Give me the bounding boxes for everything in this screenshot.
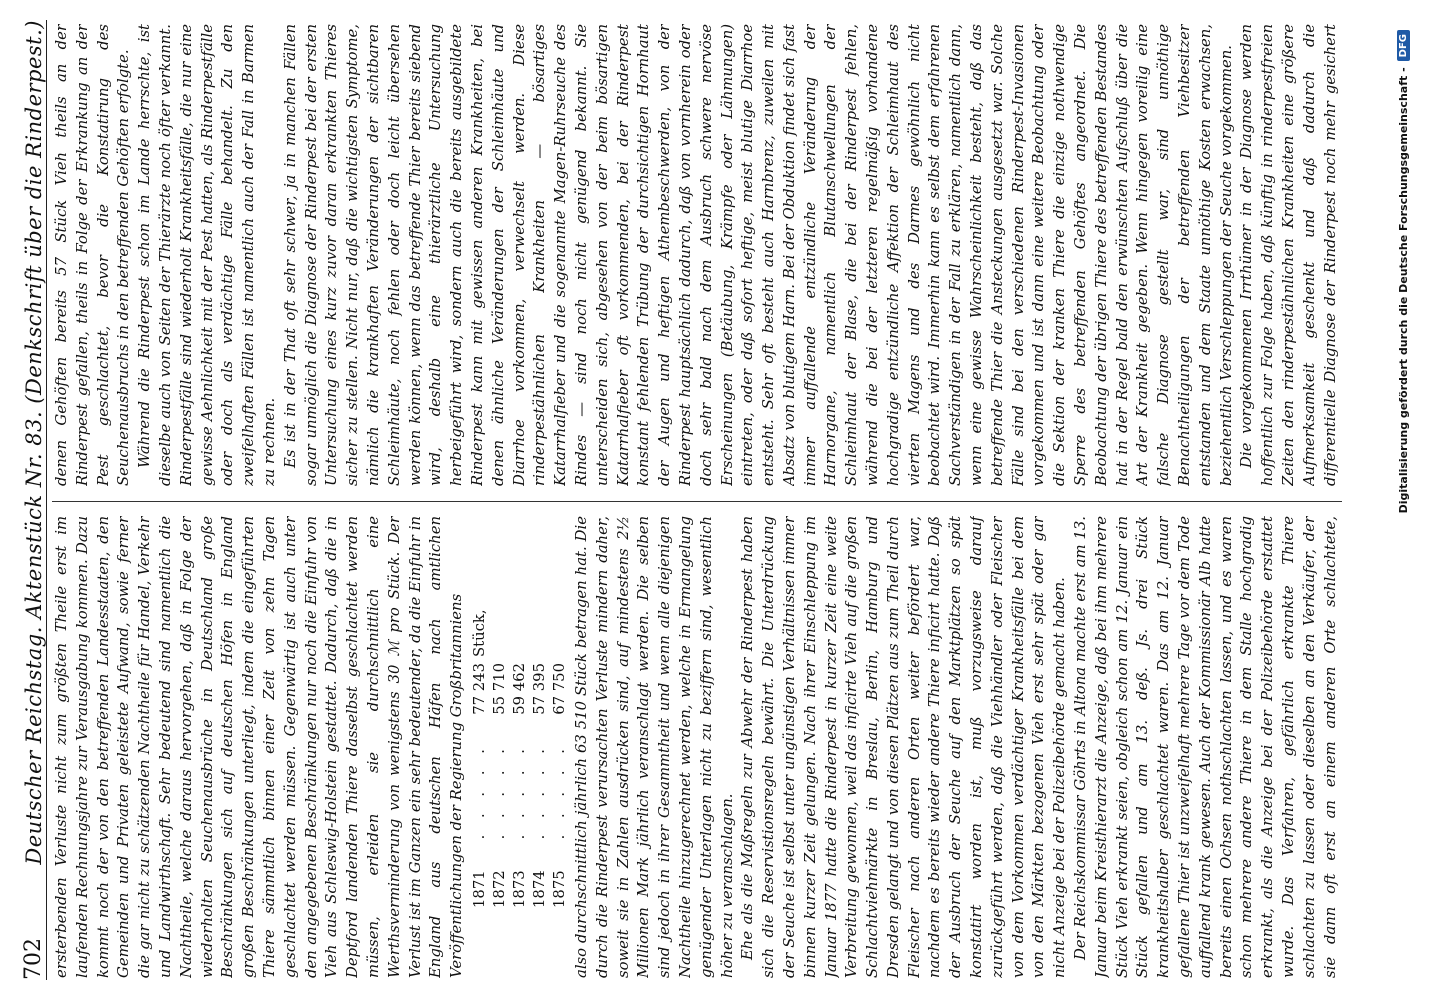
stats-unit: Stück, — [470, 609, 488, 658]
left-paragraph-3: Ehe als die Maßregeln zur Abwehr der Rinderpest haben sich die Reservistionsregeln bewährt. Die Unterdrückung der Seuche ist selbst unter ungünstigen Verhältnissen immer binnen kurzer Zeit gelungen. Nach ihrer Einschleppung im Januar 1877 hatte die Rinderpest in kurzer Zeit eine weite Verbreitung gewonnen, weil das inficirte Vieh auf die großen Schlachtviehmärkte in Breslau, Berlin, Hamburg und Dresden gelangt und von diesen Plätzen aus zum Theil durch Fleischer nach anderen Orten weiter befördert war, nachdem es bereits wieder andere Thiere inficirt hatte. Daß der Ausbruch der Seuche auf den Marktplätzen so spät konstatirt worden ist, muß vorzugsweise darauf zurückgeführt werden, daß die Viehhändler oder Fleischer von dem Vorkommen verdächtiger Krankheitsfälle bei dem von den Märkten bezogenen Vieh erst sehr spät oder gar nicht Anzeige bei der Polizeibehörde gemacht haben. — [739, 516, 1069, 978]
right-paragraph-4: Die vorgekommenen Irrthümer in der Diagnose werden hoffentlich zur Folge haben, daß künftig in rinderpestfreien Zeiten den rinderpestähnlichen Krankheiten eine größere Aufmerksamkeit geschenkt und daß dadurch die differentielle Diagnose der Rinderpest noch mehr gesichert — [1238, 24, 1339, 486]
stats-value: 77 243 — [470, 663, 488, 715]
stats-unit — [530, 608, 550, 663]
stats-row: 1875 . . . . . 67 750 — [550, 608, 570, 908]
stats-row: 1873 . . . . . 59 462 — [510, 608, 530, 908]
page-header — [6, 20, 47, 980]
right-paragraph-1: denen Gehöften bereits 57 Stück Vieh theils an der Rinderpest gefallen, theils in Folge der Erkrankung an der Pest geschlachtet, bevor die Konstatirung des Seuchenausbruchs in den betreffenden Gehöften erfolgte. — [53, 24, 133, 486]
stats-row: 1872 . . . . . 55 710 — [490, 608, 510, 908]
stats-value: 67 750 — [550, 663, 568, 715]
stats-row: 1874 . . . . . 57 395 — [530, 608, 550, 908]
stats-year: 1872 — [490, 870, 508, 908]
stats-unit — [510, 608, 530, 663]
stats-unit — [550, 608, 570, 663]
right-column — [52, 24, 1342, 486]
stats-row: 1871 . . . . . 77 243 Stück, — [470, 609, 488, 908]
stats-year: 1871 — [470, 870, 488, 908]
column-divider — [52, 501, 1342, 502]
right-paragraph-2: Während die Rinderpest schon im Lande herrschte, ist dieselbe auch von Seiten der Thierärzte noch öfter verkannt. Rinderpestfälle sind wiederholt Krankheitsfälle, die nur eine gewisse Aehnlichkeit mit der Pest hatten, als Rinderpestfälle oder doch als verdächtige Fälle behandelt. Zu den zweifelhaften Fällen ist namentlich auch der Fall in Barmen zu rechnen. — [136, 24, 278, 486]
import-stats-table — [470, 516, 570, 908]
page-number: 702 — [21, 938, 46, 980]
left-paragraph-2: also durchschnittlich jährlich 63 510 Stück betragen hat. Die durch die Rinderpest verursachten Verluste mindern daher, soweit sie in Zahlen ausdrücken sind, auf mindestens 2½ Millionen Mark jährlich veranschlagt werden. Die selben sind jedoch in ihrer Gesammtheit und wenn alle diejenigen Nachtheile hinzugerechnet werden, welche in Ermangelung genügender Unterlagen nicht zu beziffern sind, wesentlich höher zu veranschlagen. — [572, 516, 736, 978]
left-column — [52, 516, 1342, 978]
stats-unit — [490, 608, 510, 663]
left-paragraph-1: ersterbenden Verluste nicht zum größten Theile erst im laufenden Rechnungsjahre zur Verausgabung kommen. Dazu kommt noch der von den betreffenden Landesstaaten, den Gemeinden und Privaten geleistete Aufwand, sowie ferner die gar nicht zu schätzenden Nachtheile für Handel, Verkehr und Landwirthschaft. Sehr bedeutend sind namentlich die Nachtheile, welche daraus hervorgehen, daß in Folge der wiederholten Seuchenausbrüche in Deutschland große Beschränkungen sich auf deutschen Höfen in England großen Beschränkungen unterliegt, indem die eingeführten Thiere sämmtlich binnen einer Zeit von zehn Tagen geschlachtet werden müssen. Gegenwärtig ist auch unter den angegebenen Beschränkungen nur noch die Einfuhr von Vieh aus Schleswig-Holstein gestattet. Dadurch, daß die in Deptford landenden Thiere dasselbst geschlachtet werden müssen, erleiden sie durchschnittlich eine Werthsverminderung von wenigstens 30 ℳ pro Stück. Der Verlust ist im Ganzen ein sehr bedeutender, da die Einfuhr in England aus deutschen Häfen nach amtlichen Veröffentlichungen der Regierung Großbritanniens — [53, 516, 466, 978]
stats-value: 59 462 — [510, 663, 528, 715]
stats-value: 57 395 — [530, 663, 548, 715]
stats-year: 1874 — [530, 870, 548, 908]
right-paragraph-3: Es ist in der That oft sehr schwer, ja in manchen Fällen sogar unmöglich die Diagnose der Rinderpest bei der ersten Untersuchung eines kurz zuvor daran erkrankten Thieres sicher zu stellen. Nicht nur, daß die wichtigsten Symptome, nämlich die krankhaften Veränderungen der sichtbaren Schleimhäute, noch fehlen oder doch leicht übersehen werden können, wenn das betreffende Thier bereits siebend wird, deshalb eine thierärztliche Untersuchung herbeigeführt wird, sondern auch die bereits ausgebildete Rinderpest kann mit gewissen anderen Krankheiten, bei denen ähnliche Veränderungen der Schleimhäute und Diarrhoe vorkommen, verwechselt werden. Diese rinderpestähnlichen Krankheiten — bösartiges Katarrhalfieber und die sogenannte Magen-Ruhrseuche des Rindes — sind noch nicht genügend bekannt. Sie unterscheiden sich, abgesehen von der beim bösartigen Katarrhalfieber oft vorkommenden, bei der Rinderpest konstant fehlenden Trübung der durchsichtigen Hornhaut der Augen und heftigen Athembeschwerden, von der Rinderpest hauptsächlich dadurch, daß von vornherein oder doch sehr bald nach dem Ausbruch schwere nervöse Erscheinungen (Betäubung, Krämpfe oder Lähmungen) eintreten, oder daß sofort heftige, meist blutige Diarrhoe entsteht. Sehr oft besteht auch Harnbrenz, zuweilen mit Absatz von blutigem Harn. Bei der Obduktion findet sich fast immer auffallende entzündliche Veränderung der Harnorgane, namentlich Blutanschwellungen der Schleimhaut der Blase, die bei der Rinderpest fehlen, während die bei der letzteren regelmäßig vorhandene hochgradige entzündliche Affektion der Schleimhaut des vierten Magens und des Darmes gewöhnlich nicht beobachtet wird. Immerhin kann es selbst dem erfahrenen Sachverständigen in der Fall zu erklären, namentlich dann, wenn eine gewisse Wahrscheinlichkeit besteht, daß das betreffende Thier die Ansteckungen ausgesetzt war. Solche Fälle sind bei den verschiedenen Rinderpest-Invasionen vorgekommen und ist dann eine weitere Beobachtung oder die Sektion der kranken Thiere die einzige nothwendige Sperre des betreffenden Gehöftes angeordnet. Die Beobachtung der übrigen Thiere des betreffenden Bestandes hat in der Regel bald den erwünschten Aufschluß über die Art der Krankheit gegeben. Wenn hingegen voreilig eine falsche Diagnose gestellt war, sind unnöthige Benachtheiligungen der betreffenden Viehbesitzer entstanden und dem Staate unnöthige Kosten erwachsen, beziehentlich Verschleppungen der Seuche vorgekommen. — [281, 24, 1235, 486]
dfg-logo-icon: DFG — [1397, 30, 1410, 61]
stats-value: 55 710 — [490, 663, 508, 715]
page-title: Deutscher Reichstag. Aktenstück Nr. 83. (Denkschrift über die Rinderpest.) — [22, 20, 46, 865]
stats-year: 1875 — [550, 870, 568, 908]
left-paragraph-4: Der Reichskommissar Göhrts in Altona machte erst am 13. Januar beim Kreisthierarzt die Anzeige, daß bei ihm mehrere Stück Vieh erkrankt seien, obgleich schon am 12. Januar ein Stück gefallen und am 13. deß. Js. drei Stück krankheitshalber geschlachtet waren. Das am 12. Januar gefallene Thier ist unzweifelhaft mehrere Tage vor dem Tode auffallend krank gewesen. Auch der Kommissionär Alb hatte bereits einen Ochsen nothschlachten lassen, und es waren schon mehrere andere Thiere in dem Stalle hochgradig erkrankt, als die Anzeige bei der Polizeibehörde erstattet wurde. Das Verfahren, gefährlich erkrankte Thiere schlachten zu lassen oder dieselben an den Verkäufer, der sie dann oft erst an einem anderen Orte schlachtete, — [1072, 516, 1339, 978]
stats-year: 1873 — [510, 870, 528, 908]
digitization-credit — [1392, 30, 1414, 970]
credit-text: Digitalisierung gefördert durch die Deutsche Forschungsgemeinschaft - — [1396, 67, 1410, 514]
